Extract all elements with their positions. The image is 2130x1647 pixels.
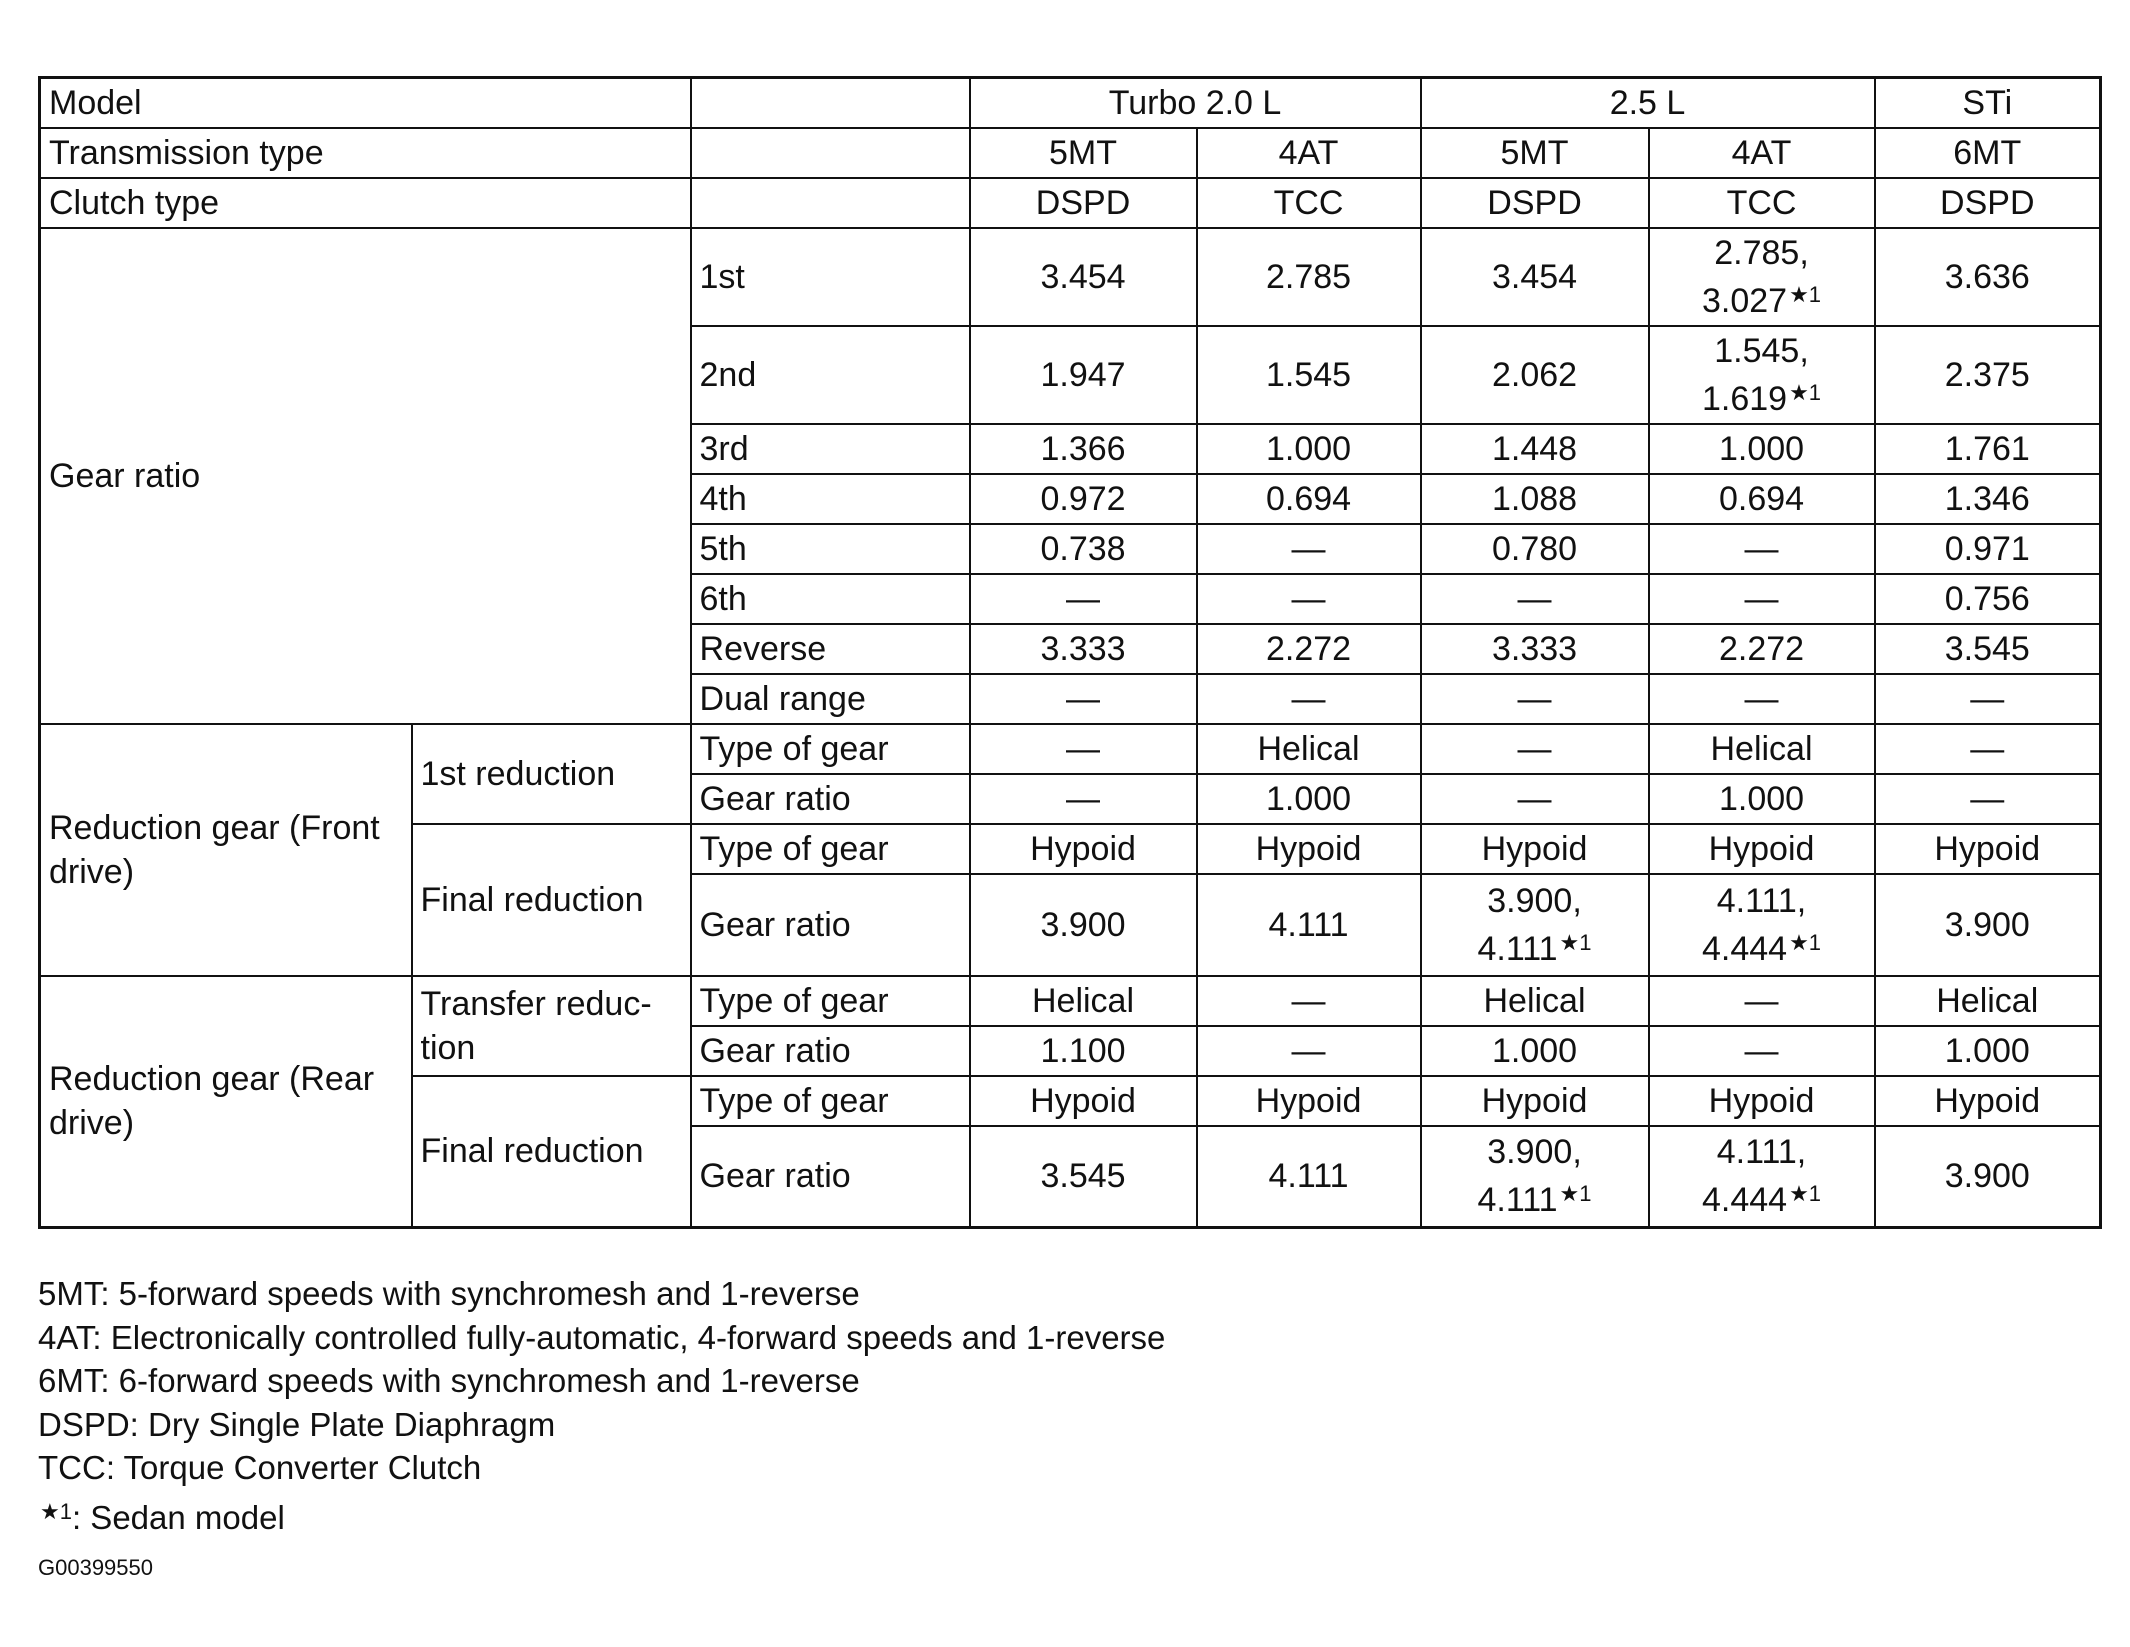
gear-type-value: Hypoid bbox=[1649, 824, 1875, 874]
gear-value-sedan bbox=[1649, 1126, 1875, 1228]
clutch-cell: DSPD bbox=[1421, 178, 1649, 228]
clutch-label: Clutch type bbox=[40, 178, 691, 228]
gear-value: 0.756 bbox=[1875, 574, 2101, 624]
gear-value: — bbox=[1421, 674, 1649, 724]
gear-value-line: 3.900, bbox=[1487, 881, 1582, 920]
gear-label: 4th bbox=[691, 474, 970, 524]
legend-item: 5MT: 5-forward speeds with synchromesh and 1-reverse bbox=[38, 1275, 860, 1312]
gear-value: 2.785 bbox=[1197, 228, 1421, 326]
engine-turbo-2-0: Turbo 2.0 L bbox=[970, 78, 1421, 128]
front-final-reduction-label: Final reduction bbox=[412, 824, 691, 976]
gear-value-line: 4.111, bbox=[1716, 1133, 1807, 1172]
gear-value: 2.272 bbox=[1197, 624, 1421, 674]
front-drive-label: Reduction gear (Front drive) bbox=[40, 724, 412, 976]
transmission-spec-table bbox=[38, 76, 2102, 1229]
gear-value: 1.947 bbox=[970, 326, 1197, 424]
sedan-note-text: : Sedan model bbox=[71, 1498, 285, 1536]
gear-value-line: 2.785, bbox=[1714, 233, 1809, 272]
sedan-value: 4.111 bbox=[1477, 1181, 1558, 1220]
gear-value-line: 3.900, bbox=[1487, 1133, 1582, 1172]
sedan-note-mark: ★1 bbox=[1789, 1181, 1822, 1207]
sedan-value: 1.619 bbox=[1701, 379, 1788, 418]
front-first-reduction-type-row bbox=[40, 724, 2101, 774]
gear-type-value: Hypoid bbox=[1197, 1076, 1421, 1126]
gear-value: 4.111 bbox=[1197, 1126, 1421, 1228]
gear-value: — bbox=[1875, 774, 2101, 824]
transmission-blank-cell bbox=[691, 128, 970, 178]
gear-value-line: 4.111, bbox=[1716, 881, 1807, 920]
sedan-note-mark: ★1 bbox=[1789, 929, 1822, 955]
gear-value: 0.694 bbox=[1649, 474, 1875, 524]
gear-value: 1.100 bbox=[970, 1026, 1197, 1076]
legend-item: TCC: Torque Converter Clutch bbox=[38, 1449, 482, 1486]
gear-type-value: — bbox=[1421, 724, 1649, 774]
gear-value: — bbox=[1197, 1026, 1421, 1076]
gear-value: 3.454 bbox=[1421, 228, 1649, 326]
gear-value: 1.366 bbox=[970, 424, 1197, 474]
gear-type-value: — bbox=[1197, 976, 1421, 1026]
gear-value-line bbox=[1658, 1173, 1866, 1221]
sedan-note-mark: ★1 bbox=[1789, 281, 1822, 307]
transmission-cell: 6MT bbox=[1875, 128, 2101, 178]
gear-value: 3.454 bbox=[970, 228, 1197, 326]
gear-type-value: — bbox=[1649, 976, 1875, 1026]
gear-value: 0.972 bbox=[970, 474, 1197, 524]
gear-value: 1.545 bbox=[1197, 326, 1421, 424]
gear-type-value: Hypoid bbox=[1649, 1076, 1875, 1126]
rear-transfer-reduction-label: Transfer reduc-tion bbox=[412, 976, 691, 1076]
transmission-cell: 5MT bbox=[1421, 128, 1649, 178]
legend-item: 6MT: 6-forward speeds with synchromesh and 1-reverse bbox=[38, 1362, 860, 1399]
gear-value: 3.333 bbox=[1421, 624, 1649, 674]
gear-ratio-row-label: Gear ratio bbox=[691, 1126, 970, 1228]
gear-value: — bbox=[1875, 674, 2101, 724]
gear-label: 2nd bbox=[691, 326, 970, 424]
gear-value-line bbox=[1658, 274, 1866, 322]
gear-value-line: 1.545, bbox=[1714, 331, 1809, 370]
gear-value-sedan bbox=[1649, 326, 1875, 424]
sedan-value: 4.444 bbox=[1701, 1181, 1788, 1220]
transmission-row bbox=[40, 128, 2101, 178]
gear-label: Reverse bbox=[691, 624, 970, 674]
gear-type-value: Hypoid bbox=[1421, 1076, 1649, 1126]
sedan-note-mark: ★1 bbox=[1789, 379, 1822, 405]
gear-value: — bbox=[1649, 574, 1875, 624]
rear-final-reduction-label: Final reduction bbox=[412, 1076, 691, 1228]
figure-id: G00399550 bbox=[38, 1555, 153, 1580]
gear-value: 0.780 bbox=[1421, 524, 1649, 574]
gear-ratio-row-label: Gear ratio bbox=[691, 774, 970, 824]
sedan-value: 3.027 bbox=[1701, 281, 1788, 320]
gear-value: — bbox=[1649, 1026, 1875, 1076]
clutch-cell: DSPD bbox=[970, 178, 1197, 228]
gear-label: 1st bbox=[691, 228, 970, 326]
gear-label: Dual range bbox=[691, 674, 970, 724]
gear-type-value: Hypoid bbox=[1875, 1076, 2101, 1126]
sedan-note-mark: ★1 bbox=[40, 1498, 72, 1524]
legend-item: DSPD: Dry Single Plate Diaphragm bbox=[38, 1405, 556, 1443]
gear-value: 2.062 bbox=[1421, 326, 1649, 424]
legend-item: 4AT: Electronically controlled fully-automatic, 4-forward speeds and 1-reverse bbox=[38, 1318, 1166, 1356]
gear-value: 1.088 bbox=[1421, 474, 1649, 524]
gear-value: 1.000 bbox=[1649, 774, 1875, 824]
gear-type-value: Helical bbox=[1197, 724, 1421, 774]
engine-2-5: 2.5 L bbox=[1421, 78, 1875, 128]
gear-value: — bbox=[970, 574, 1197, 624]
type-of-gear-label: Type of gear bbox=[691, 724, 970, 774]
gear-type-value: Hypoid bbox=[1875, 824, 2101, 874]
gear-row-1st bbox=[40, 228, 2101, 326]
sedan-note-mark: ★1 bbox=[1559, 929, 1592, 955]
model-row bbox=[40, 78, 2101, 128]
gear-type-value: Hypoid bbox=[1197, 824, 1421, 874]
gear-ratio-row-label: Gear ratio bbox=[691, 1026, 970, 1076]
transmission-label: Transmission type bbox=[40, 128, 691, 178]
gear-value: 1.346 bbox=[1875, 474, 2101, 524]
gear-value-line bbox=[1658, 372, 1866, 420]
gear-value: — bbox=[1421, 774, 1649, 824]
gear-value: 0.738 bbox=[970, 524, 1197, 574]
type-of-gear-label: Type of gear bbox=[691, 1076, 970, 1126]
rear-drive-label: Reduction gear (Rear drive) bbox=[40, 976, 412, 1228]
gear-type-value: Hypoid bbox=[970, 824, 1197, 874]
gear-type-value: Hypoid bbox=[1421, 824, 1649, 874]
model-label: Model bbox=[40, 78, 691, 128]
front-first-reduction-label: 1st reduction bbox=[412, 724, 691, 824]
legend-item-sedan bbox=[38, 1490, 1165, 1540]
gear-value: — bbox=[970, 674, 1197, 724]
gear-value: 1.000 bbox=[1421, 1026, 1649, 1076]
gear-value: 0.971 bbox=[1875, 524, 2101, 574]
gear-type-value: Helical bbox=[970, 976, 1197, 1026]
gear-value: 0.694 bbox=[1197, 474, 1421, 524]
gear-ratio-label: Gear ratio bbox=[40, 228, 691, 724]
gear-value: — bbox=[1197, 674, 1421, 724]
gear-value-line bbox=[1658, 922, 1866, 970]
gear-value-sedan bbox=[1421, 874, 1649, 976]
gear-value: 3.545 bbox=[1875, 624, 2101, 674]
gear-label: 5th bbox=[691, 524, 970, 574]
gear-value: — bbox=[1421, 574, 1649, 624]
gear-value-line bbox=[1430, 922, 1640, 970]
transmission-cell: 5MT bbox=[970, 128, 1197, 178]
model-blank-cell bbox=[691, 78, 970, 128]
gear-value: 2.375 bbox=[1875, 326, 2101, 424]
gear-value: 1.000 bbox=[1649, 424, 1875, 474]
engine-sti: STi bbox=[1875, 78, 2101, 128]
sedan-value: 4.444 bbox=[1701, 929, 1788, 968]
gear-type-value: Helical bbox=[1875, 976, 2101, 1026]
type-of-gear-label: Type of gear bbox=[691, 976, 970, 1026]
gear-value: 2.272 bbox=[1649, 624, 1875, 674]
gear-value: — bbox=[970, 774, 1197, 824]
gear-type-value: — bbox=[970, 724, 1197, 774]
gear-value: — bbox=[1197, 524, 1421, 574]
gear-value: 1.000 bbox=[1197, 774, 1421, 824]
gear-type-value: Helical bbox=[1421, 976, 1649, 1026]
gear-value: 3.900 bbox=[1875, 874, 2101, 976]
gear-type-value: Hypoid bbox=[970, 1076, 1197, 1126]
clutch-cell: DSPD bbox=[1875, 178, 2101, 228]
sedan-value: 4.111 bbox=[1477, 929, 1558, 968]
gear-value-sedan bbox=[1649, 228, 1875, 326]
clutch-blank-cell bbox=[691, 178, 970, 228]
gear-value: 3.333 bbox=[970, 624, 1197, 674]
gear-value: 3.545 bbox=[970, 1126, 1197, 1228]
gear-value: 4.111 bbox=[1197, 874, 1421, 976]
gear-value: 1.000 bbox=[1197, 424, 1421, 474]
gear-type-value: Helical bbox=[1649, 724, 1875, 774]
clutch-cell: TCC bbox=[1197, 178, 1421, 228]
gear-ratio-row-label: Gear ratio bbox=[691, 874, 970, 976]
gear-value: — bbox=[1649, 674, 1875, 724]
gear-value: 3.900 bbox=[1875, 1126, 2101, 1228]
transmission-cell: 4AT bbox=[1649, 128, 1875, 178]
gear-label: 3rd bbox=[691, 424, 970, 474]
gear-value-line bbox=[1430, 1173, 1640, 1221]
gear-type-value: — bbox=[1875, 724, 2101, 774]
sedan-note-mark: ★1 bbox=[1559, 1181, 1592, 1207]
gear-value: 1.761 bbox=[1875, 424, 2101, 474]
gear-value-sedan bbox=[1649, 874, 1875, 976]
gear-value: 1.448 bbox=[1421, 424, 1649, 474]
gear-value-sedan bbox=[1421, 1126, 1649, 1228]
gear-value: 1.000 bbox=[1875, 1026, 2101, 1076]
gear-label: 6th bbox=[691, 574, 970, 624]
gear-value: 3.900 bbox=[970, 874, 1197, 976]
type-of-gear-label: Type of gear bbox=[691, 824, 970, 874]
gear-value: — bbox=[1197, 574, 1421, 624]
transmission-cell: 4AT bbox=[1197, 128, 1421, 178]
gear-value: 3.636 bbox=[1875, 228, 2101, 326]
gear-value: — bbox=[1649, 524, 1875, 574]
legend bbox=[38, 1272, 1165, 1539]
clutch-row bbox=[40, 178, 2101, 228]
clutch-cell: TCC bbox=[1649, 178, 1875, 228]
rear-transfer-reduction-type-row bbox=[40, 976, 2101, 1026]
